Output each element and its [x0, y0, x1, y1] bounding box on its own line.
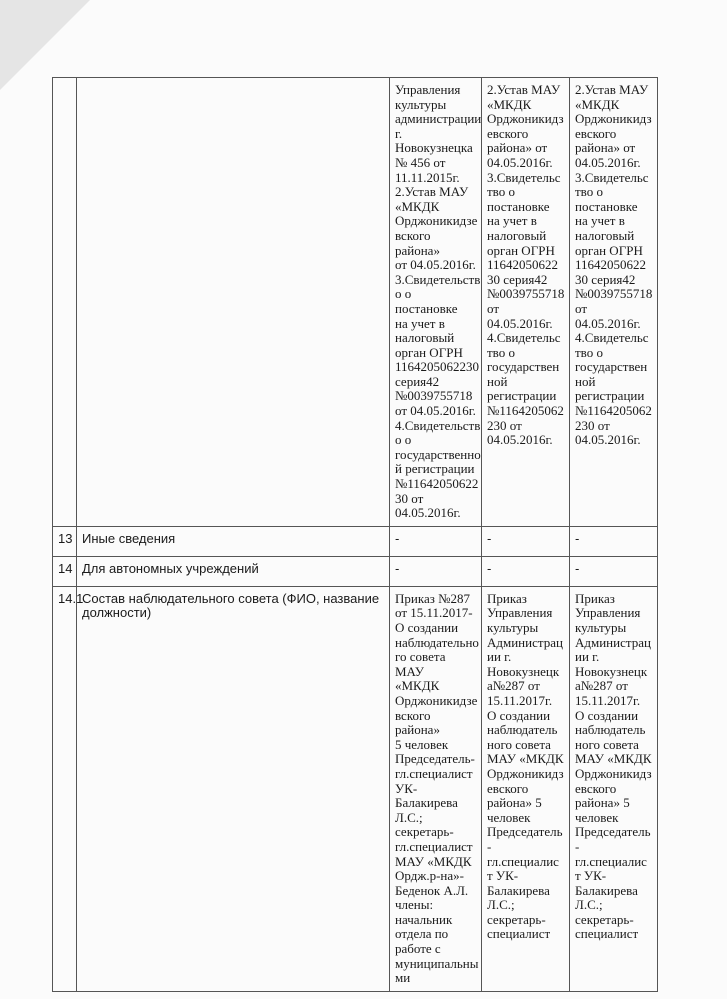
cell-text: Приказ №287 от 15.11.2017- О создании наблюдательно го совета МАУ «МКДК Орджоникидзе вского района» 5 человек Председатель- гл.специалист УК-Балакирева Л.С.; секретарь- гл.специалист МАУ «МКДК Ордж.р-на»- Беденок А.Л. члены: начальник отдела по работе с муниципальны ми — [395, 590, 479, 986]
table-row — [53, 586, 658, 991]
table-row — [53, 78, 658, 527]
row-value-3: - — [570, 526, 658, 556]
row-value-2 — [482, 78, 570, 527]
row-value-1: - — [390, 556, 482, 586]
row-value-3 — [570, 78, 658, 527]
row-number: 13 — [53, 526, 77, 556]
cell-text: 2.Устав МАУ «МКДК Орджоникидз евского района» от 04.05.2016г. 3.Свидетельс тво о постановке на учет в налоговый орган ОГРН 11642050622 30 серия42 №0039755718 от 04.05.2016г. 4.Свидетельс тво о государствен ной регистрации №1164205062 230 от 04.05.2016г. — [487, 82, 565, 448]
row-value-3: - — [570, 556, 658, 586]
table-row — [53, 556, 658, 586]
cell-text: 2.Устав МАУ «МКДК Орджоникидз евского района» от 04.05.2016г. 3.Свидетельс тво о постановке на учет в налоговый орган ОГРН 11642050622 30 серия42 №0039755718 от 04.05.2016г. 4.Свидетельс тво о государствен ной регистрации №1164205062 230 от 04.05.2016г. — [575, 82, 653, 448]
table-row — [53, 526, 658, 556]
row-number: 14 — [53, 556, 77, 586]
row-value-2 — [482, 586, 570, 991]
row-value-2: - — [482, 526, 570, 556]
row-label: Иные сведения — [77, 526, 390, 556]
row-value-1 — [390, 78, 482, 527]
cell-text: Приказ Управления культуры Администрац ии г. Новокузнецк а№287 от 15.11.2017г. О создании наблюдатель ного совета МАУ «МКДК Орджоникидз евского района» 5 человек Председатель - гл.специалис т УК- Балакирева Л.С.; секретарь- специалист — [487, 590, 564, 942]
row-label: Для автономных учреждений — [77, 556, 390, 586]
cell-text: Управления культуры администрации г. Новокузнецка № 456 от 11.11.2015г. 2.Устав МАУ «МКДК Орджоникидзе вского района» от 04.05.2016г. 3.Свидетельств о о постановке на учет в налоговый орган ОГРН 1164205062230 серия42 №0039755718 от 04.05.2016г. 4.Свидетельств о о государственно й регистрации №11642050622 30 от 04.05.2016г. — [395, 82, 482, 521]
row-value-2: - — [482, 556, 570, 586]
row-number — [53, 78, 77, 527]
cell-text: Приказ Управления культуры Администрац ии г. Новокузнецк а№287 от 15.11.2017г. О создании наблюдатель ного совета МАУ «МКДК Орджоникидз евского района» 5 человек Председатель - гл.специалис т УК- Балакирева Л.С.; секретарь- специалист — [575, 590, 652, 942]
row-number: 14.1 — [53, 586, 77, 991]
row-label: Состав наблюдательного совета (ФИО, название должности) — [77, 586, 390, 991]
document-table — [52, 77, 658, 992]
row-value-3 — [570, 586, 658, 991]
row-label — [77, 78, 390, 527]
row-value-1: - — [390, 526, 482, 556]
row-value-1 — [390, 586, 482, 991]
